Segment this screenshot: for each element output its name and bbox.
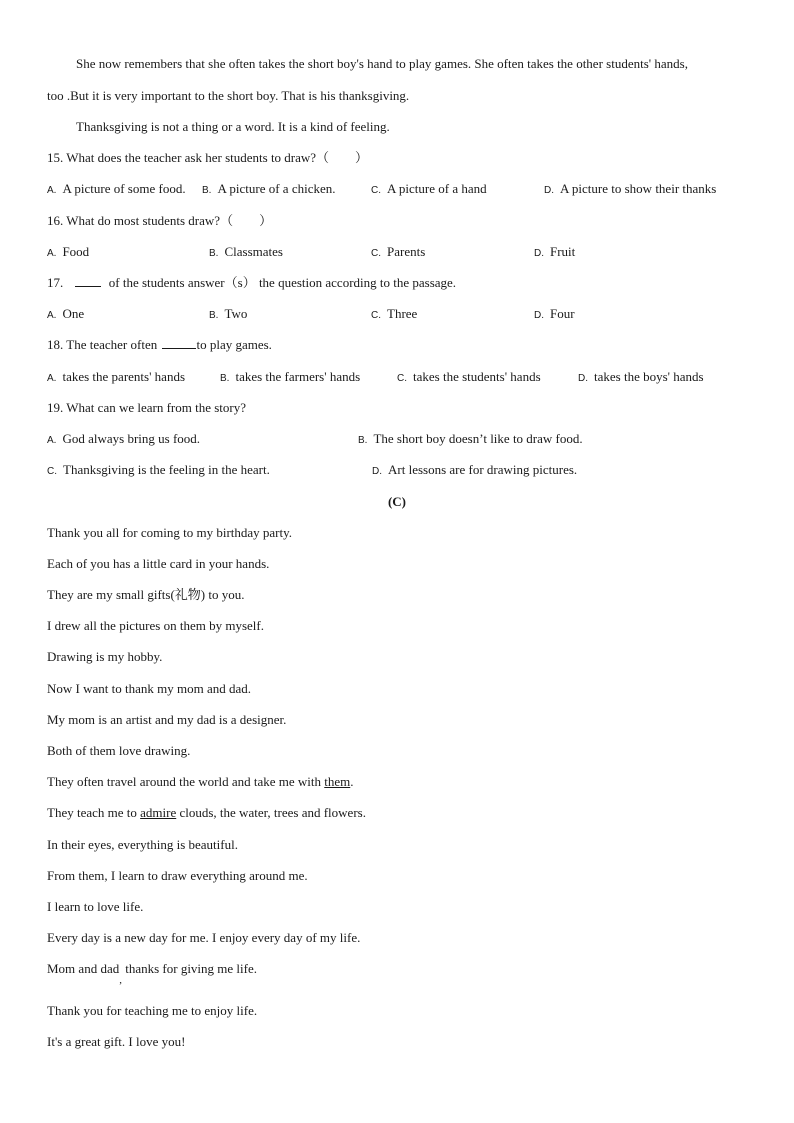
option-c[interactable]: C. takes the students' hands — [397, 369, 541, 384]
option-b[interactable]: B. Two — [209, 306, 248, 321]
passage-c-line: Both of them love drawing. — [47, 743, 191, 758]
question-number: 17. — [47, 275, 64, 290]
low-comma: , — [119, 974, 122, 986]
option-a[interactable]: A. One — [47, 306, 85, 321]
passage-c-line: From them, I learn to draw everything around me. — [47, 868, 308, 883]
passage-c-line: Now I want to thank my mom and dad. — [47, 681, 251, 696]
passage-c-line: I learn to love life. — [47, 899, 144, 914]
passage-c-line: My mom is an artist and my dad is a designer. — [47, 712, 287, 727]
passage-c-line: They are my small gifts(礼物) to you. — [47, 587, 245, 602]
option-d[interactable]: D. Fruit — [534, 244, 576, 259]
passage-b-line-1: She now remembers that she often takes the short boy's hand to play games. She often takes the other students' hands, — [76, 56, 688, 71]
option-b[interactable]: B. Classmates — [209, 244, 283, 259]
passage-b-line-3: Thanksgiving is not a thing or a word. It is a kind of feeling. — [76, 119, 390, 134]
passage-c-line: I drew all the pictures on them by myself. — [47, 618, 264, 633]
question-text: What does the teacher ask her students to draw?（ ） — [66, 150, 369, 165]
passage-c-line-mom-dad: Mom and dad$_,$ thanks for giving me life. — [47, 961, 257, 986]
passage-c-line: It's a great gift. I love you! — [47, 1034, 186, 1049]
passage-c-line-them: They often travel around the world and take me with them. — [47, 774, 354, 789]
question-19-options-row-1 — [47, 431, 747, 447]
question-text: of the students answer（s） the question according to the passage. — [108, 275, 457, 290]
question-17-options — [47, 306, 747, 322]
passage-c-line: Thank you for teaching me to enjoy life. — [47, 1003, 258, 1018]
question-number: 16. — [47, 213, 64, 228]
passage-c-line: Each of you has a little card in your hands. — [47, 556, 270, 571]
option-d[interactable]: D. Art lessons are for drawing pictures. — [372, 462, 578, 477]
option-a[interactable]: A. A picture of some food. — [47, 181, 186, 196]
option-b[interactable]: B. The short boy doesn’t like to draw food. — [358, 431, 583, 446]
option-d[interactable]: D. A picture to show their thanks — [544, 181, 717, 196]
question-number: 18. — [47, 337, 64, 352]
passage-c-line: In their eyes, everything is beautiful. — [47, 837, 238, 852]
option-a[interactable]: A. Food — [47, 244, 90, 259]
underlined-word-them: them — [324, 774, 351, 789]
option-c[interactable]: C. Three — [371, 306, 418, 321]
question-19-stem — [47, 400, 246, 416]
underlined-word-admire: admire — [140, 805, 177, 820]
question-18-stem — [47, 337, 272, 353]
passage-c-line: Every day is a new day for me. I enjoy every day of my life. — [47, 930, 361, 945]
passage-c-line: Thank you all for coming to my birthday party. — [47, 525, 293, 540]
question-text: to play games. — [196, 337, 272, 352]
question-19-options-row-2 — [47, 462, 747, 478]
question-16-stem — [47, 213, 272, 229]
option-a[interactable]: A. God always bring us food. — [47, 431, 201, 446]
option-b[interactable]: B. A picture of a chicken. — [202, 181, 336, 196]
passage-c-line: Drawing is my hobby. — [47, 649, 163, 664]
question-number: 19. — [47, 400, 64, 415]
section-heading: (C) — [387, 494, 407, 509]
question-15-stem — [47, 150, 368, 166]
option-c[interactable]: C. Parents — [371, 244, 426, 259]
answer-blank[interactable] — [162, 337, 196, 349]
option-c[interactable]: C. A picture of a hand — [371, 181, 487, 196]
question-15-options — [47, 181, 747, 197]
option-a[interactable]: A. takes the parents' hands — [47, 369, 186, 384]
answer-blank[interactable] — [75, 275, 101, 287]
option-d[interactable]: D. takes the boys' hands — [578, 369, 704, 384]
question-text: The teacher often — [66, 337, 158, 352]
option-d[interactable]: D. Four — [534, 306, 575, 321]
question-text: What do most students draw?（ ） — [66, 213, 273, 228]
passage-c-line-admire: They teach me to admire clouds, the water, trees and flowers. — [47, 805, 366, 820]
passage-b-line-2: too .But it is very important to the short boy. That is his thanksgiving. — [47, 88, 410, 103]
option-c[interactable]: C. Thanksgiving is the feeling in the heart. — [47, 462, 270, 477]
question-18-options — [47, 369, 747, 385]
option-b[interactable]: B. takes the farmers' hands — [220, 369, 361, 384]
question-17-stem — [47, 275, 456, 291]
question-text: What can we learn from the story? — [66, 400, 247, 415]
question-16-options — [47, 244, 747, 260]
question-number: 15. — [47, 150, 64, 165]
